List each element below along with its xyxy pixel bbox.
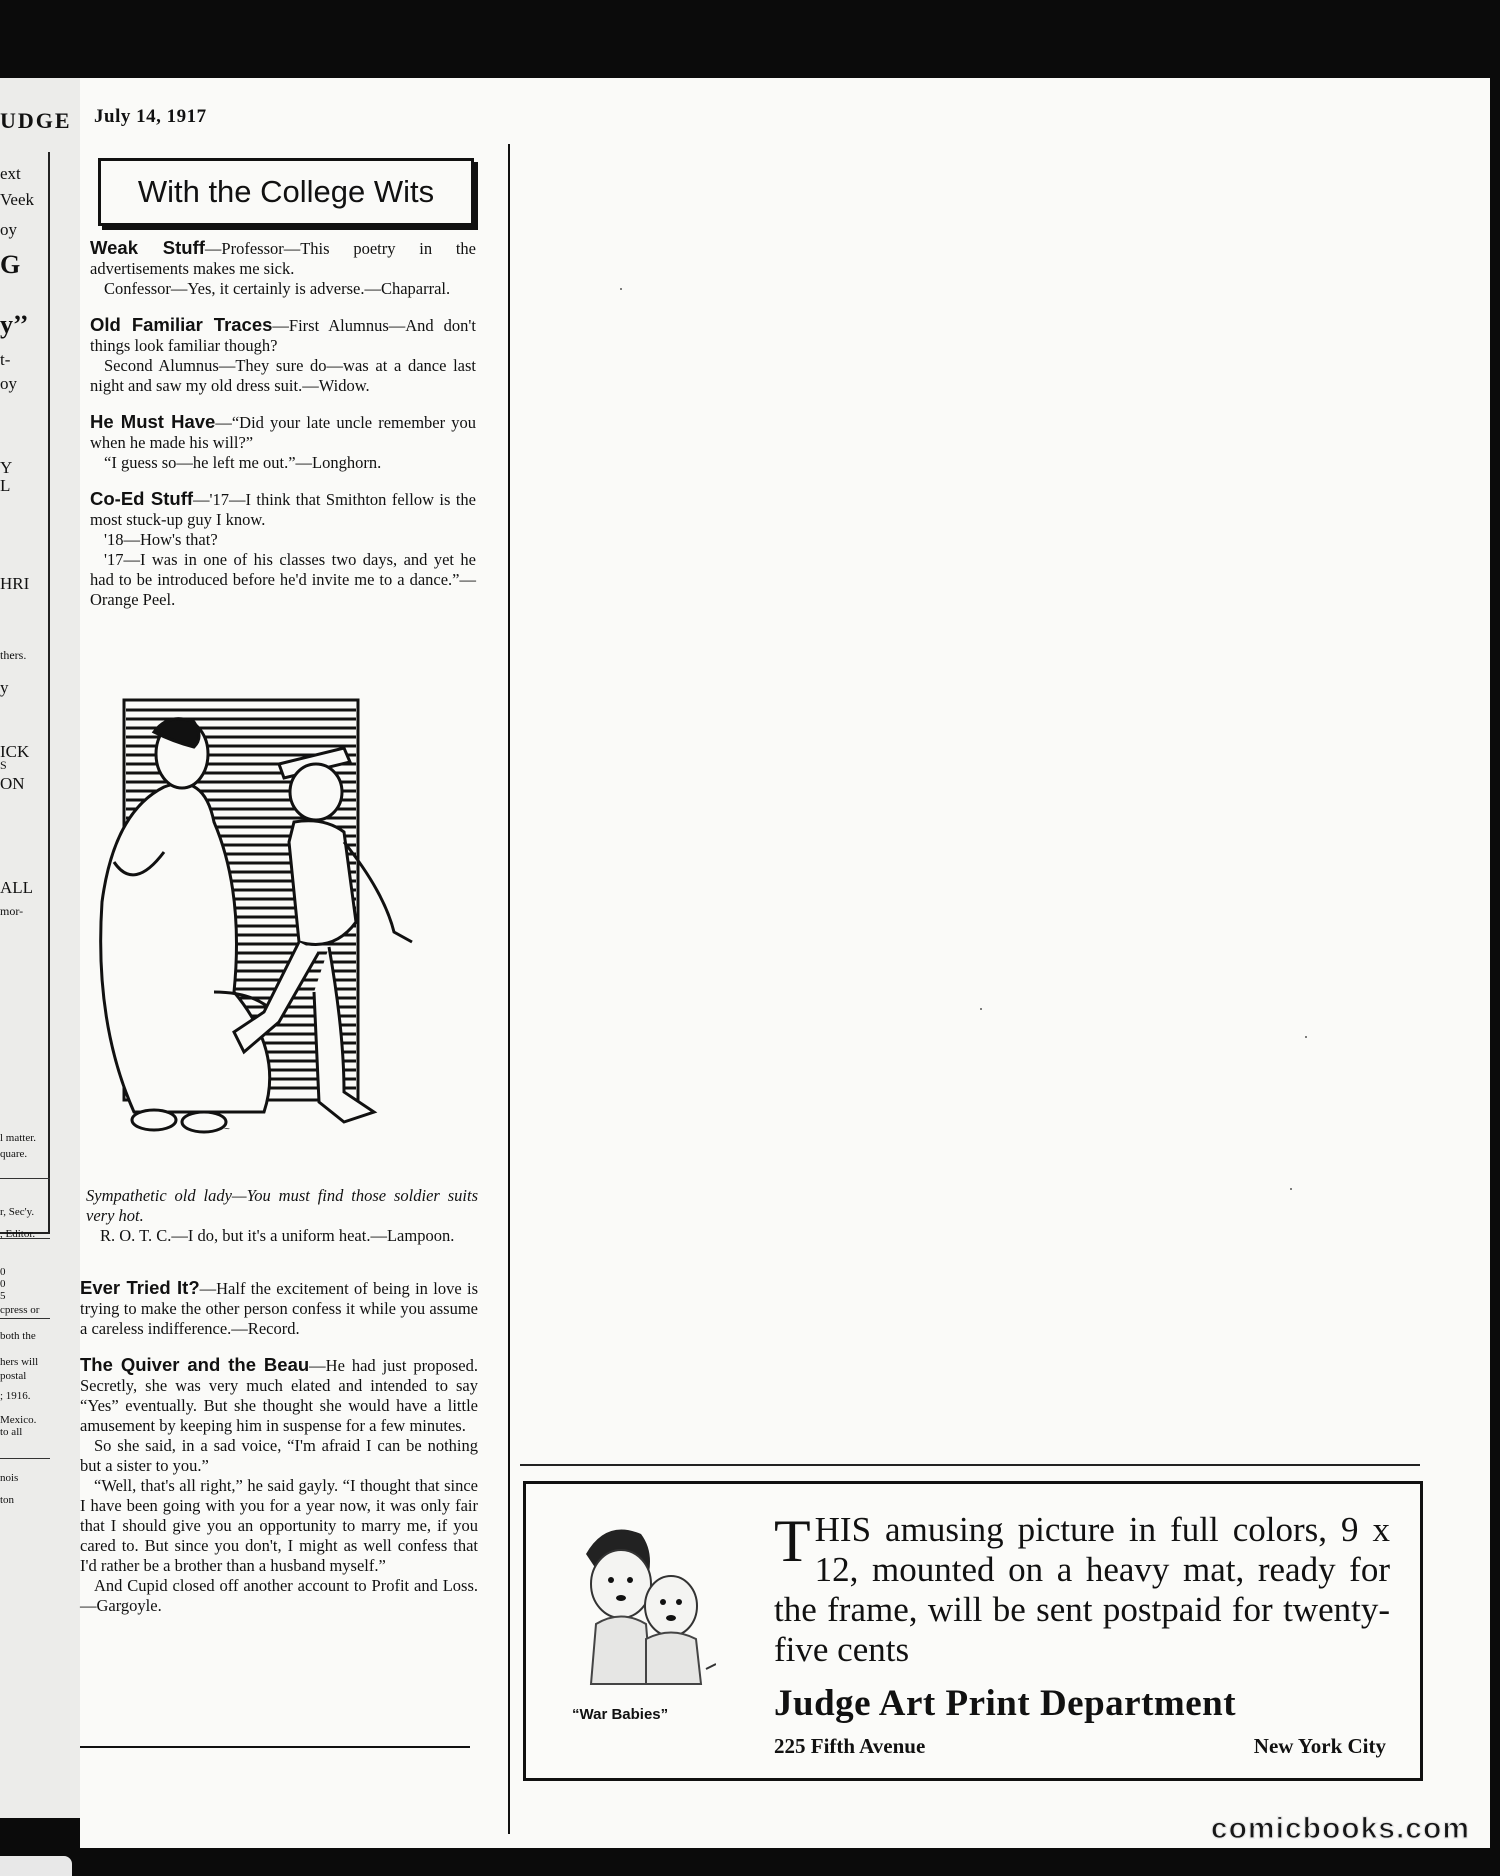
joke-headline: Ever Tried It? (80, 1277, 200, 1298)
facing-page-fragment: Veek (0, 190, 34, 209)
department-address: 225 Fifth Avenue (774, 1734, 926, 1758)
joke-paragraph: “I guess so—he left me out.”—Longhorn. (104, 453, 382, 472)
facing-page-fragment: Mexico. (0, 1414, 37, 1426)
facing-page-fragment: mor- (0, 904, 24, 918)
facing-page-fragment: G (0, 250, 21, 279)
facing-page-fragment: 5 (0, 1290, 6, 1302)
facing-page-fragment: Y (0, 458, 13, 477)
artist-signature: ~ (224, 1124, 230, 1135)
joke-opening (90, 412, 476, 453)
joke-item (90, 489, 476, 610)
column-title: With the College Wits (137, 174, 435, 209)
joke-text: —“Did your late uncle remember you when he made his will?” (90, 413, 476, 452)
joke-text: —'17—I think that Smithton fellow is the most stuck-up guy I know. (90, 490, 476, 529)
joke-opening (90, 489, 476, 530)
facing-page-fragment: hers will (0, 1356, 39, 1368)
facing-page-fragment: ICK (0, 742, 30, 761)
facing-page-fragment: y’’ (0, 310, 29, 339)
facing-page-fragment: postal (0, 1370, 27, 1382)
ad-top-rule (520, 1464, 1420, 1466)
joke-paragraph: Confessor—Yes, it certainly is adverse.—Chaparral. (104, 279, 451, 298)
picture-caption: “War Babies” (572, 1706, 669, 1723)
war-babies-picture (566, 1514, 716, 1694)
facing-page-fragment: ext (0, 164, 21, 183)
facing-page-fragment: thers. (0, 648, 27, 662)
joke-headline: He Must Have (90, 411, 216, 432)
facing-page-fragment: quare. (0, 1148, 28, 1160)
site-watermark: comicbooks.com (1210, 1812, 1470, 1845)
facing-page-fragment: both the (0, 1330, 36, 1342)
facing-page-fragment: HRI (0, 574, 30, 593)
facing-page-fragment: L (0, 476, 11, 495)
joke-paragraph: “Well, that's all right,” he said gayly. “I thought that since I have been going with you for a year now, it was only fair that I should give you an opportunity to marry me, if you cared to. But since you don't, I might as well confess that I'd rather be a brother than a husband myself.” (80, 1476, 478, 1575)
facing-page-fragment: oy (0, 374, 17, 393)
facing-page-fragment: , Editor. (0, 1228, 36, 1240)
caption-line-1: Sympathetic old lady—You must find those soldier suits very hot. (86, 1186, 478, 1225)
facing-page-rule (0, 1458, 50, 1459)
facing-page-fragment: l matter. (0, 1132, 37, 1144)
facing-page-fragment: oy (0, 220, 17, 239)
facing-page-fragment: ; 1916. (0, 1390, 31, 1402)
cartoon-caption (86, 1186, 478, 1246)
column-end-rule (80, 1746, 470, 1748)
joke-opening (90, 238, 476, 279)
joke-headline: Old Familiar Traces (90, 314, 273, 335)
department-name: Judge Art Print Department (774, 1683, 1237, 1724)
facing-page-fragment: t- (0, 350, 11, 369)
joke-item (80, 1355, 478, 1616)
joke-item (80, 1278, 478, 1339)
joke-opening (90, 315, 476, 356)
joke-text: —Professor—This poetry in the advertisements makes me sick. (90, 239, 476, 278)
joke-headline: Co-Ed Stuff (90, 488, 194, 509)
joke-paragraph: '17—I was in one of his classes two days, and yet he had to be introduced before he'd invite me to a dance.”—Orange Peel. (90, 550, 476, 609)
jokes-list-top (90, 238, 476, 626)
joke-paragraph: So she said, in a sad voice, “I'm afraid I can be nothing but a sister to you.” (80, 1436, 478, 1475)
facing-page-fragment: 0 (0, 1266, 6, 1278)
facing-page-fragment: 0 (0, 1278, 6, 1290)
facing-page-fragment: ALL (0, 878, 34, 897)
joke-item (90, 412, 476, 473)
joke-text: —First Alumnus—And don't things look familiar though? (90, 316, 476, 355)
facing-page-rule (0, 1238, 50, 1239)
joke-item (90, 315, 476, 396)
column-title-box (98, 158, 474, 226)
joke-text: —He had just proposed. Secretly, she was very much elated and intended to say “Yes” eventually. But she thought she would have a little amusement by keeping him in suspense for a few minutes. (80, 1356, 478, 1435)
joke-paragraph: '18—How's that? (104, 530, 218, 549)
facing-page-fragment: y (0, 678, 9, 697)
jokes-list-bottom (80, 1278, 478, 1632)
corner-tab (0, 1856, 72, 1876)
joke-opening (80, 1278, 478, 1339)
facing-page-fragment: ton (0, 1494, 15, 1506)
joke-headline: Weak Stuff (90, 237, 205, 258)
department-city: New York City (1253, 1734, 1386, 1758)
ad-dropcap: T (774, 1508, 811, 1574)
ad-body-text (774, 1510, 1390, 1670)
facing-page-fragment: S (0, 758, 7, 772)
joke-opening (80, 1355, 478, 1436)
facing-page-fragment: r, Sec'y. (0, 1206, 35, 1218)
cartoon-illustration (94, 692, 480, 1170)
facing-page-fragment: to all (0, 1426, 23, 1438)
joke-paragraph: And Cupid closed off another account to Profit and Loss.—Gargoyle. (80, 1576, 478, 1615)
joke-item (90, 238, 476, 299)
facing-page-fragment: nois (0, 1472, 19, 1484)
joke-paragraph: Second Alumnus—They sure do—was at a dance last night and saw my old dress suit.—Widow. (90, 356, 476, 395)
ad-body: HIS amusing picture in full colors, 9 x 12, mounted on a heavy mat, ready for the frame, will be sent postpaid for twenty-five cents (774, 1510, 1390, 1669)
facing-page-fragment: ON (0, 774, 25, 793)
facing-page-edge (0, 78, 80, 1818)
column-rule (508, 144, 510, 1834)
issue-date: July 14, 1917 (94, 106, 207, 127)
facing-page-header: UDGE (0, 108, 72, 133)
joke-text: —Half the excitement of being in love is trying to make the other person confess it while you assume a careless indifference.—Record. (80, 1279, 478, 1338)
magazine-page (80, 78, 1490, 1848)
joke-headline: The Quiver and the Beau (80, 1354, 310, 1375)
facing-page-rule (0, 1178, 50, 1179)
facing-page-fragment: cpress or (0, 1304, 40, 1316)
art-print-advertisement (523, 1481, 1423, 1781)
caption-line-2: R. O. T. C.—I do, but it's a uniform heat.—Lampoon. (100, 1226, 455, 1245)
facing-page-rule (0, 1318, 50, 1319)
